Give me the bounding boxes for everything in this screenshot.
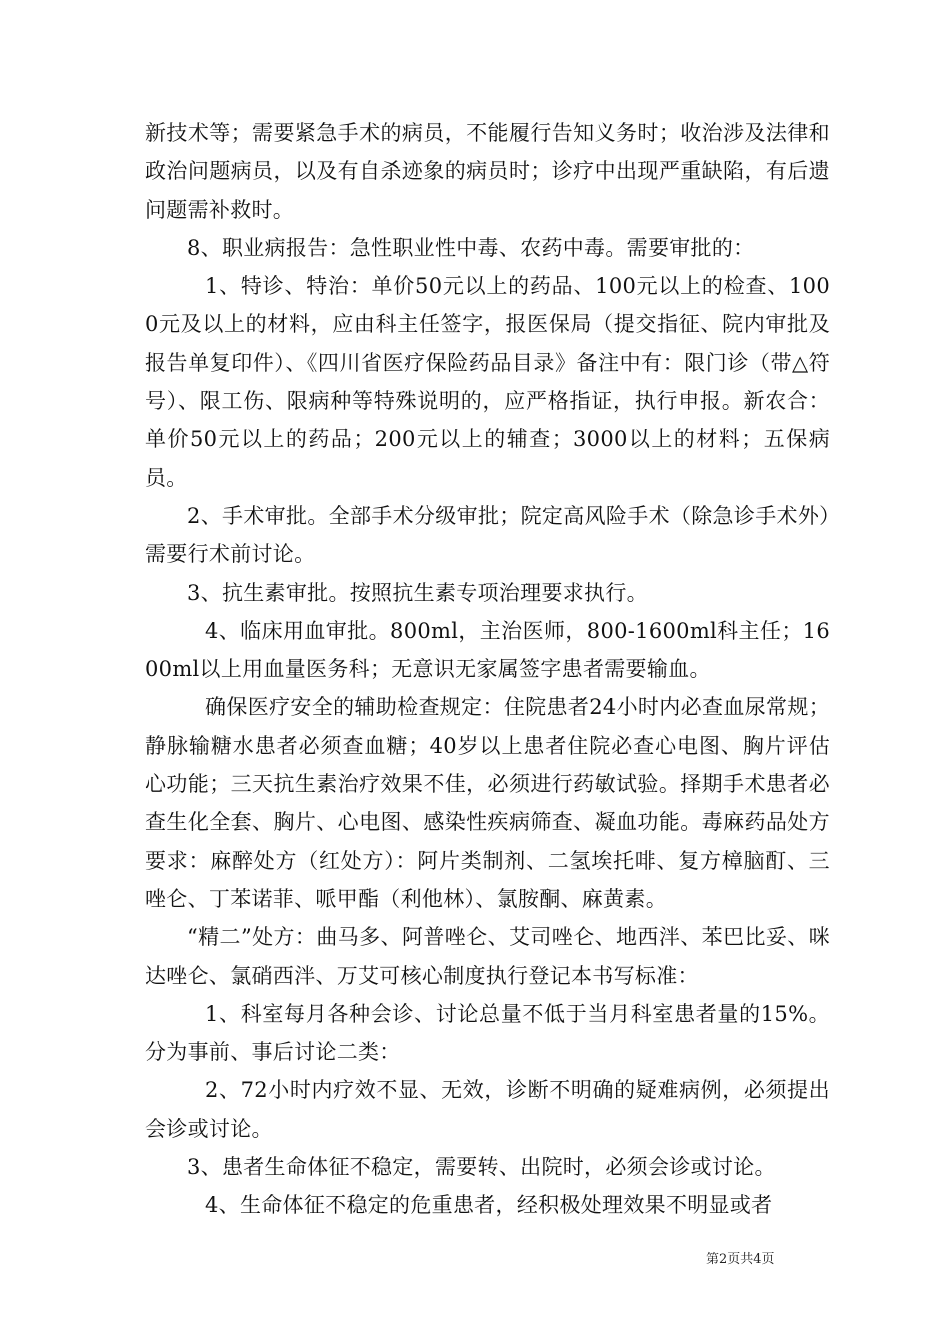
paragraph-antibiotic-approval: 3、抗生素审批。按照抗生素专项治理要求执行。 — [187, 580, 648, 605]
paragraph-auxiliary-exam: 确保医疗安全的辅助检查规定：住院患者24小时内必查血尿常规；静脉输糖水患者必须查血糖；40岁以上患者住院必查心电图、胸片评估心功能；三天抗生素治疗效果不佳，必须进行药敏试验。择期手术患者必查生化全套、胸片、心电图、感染性疾病筛查、凝血功能。毒麻药品处方要求：麻醉处方（红处方）：阿片类制剂、二氢埃托啡、复方樟脑酊、三唑仑、丁苯诺菲、哌甲酯（利他林）、氯胺酮、麻黄素。 — [145, 695, 830, 911]
paragraph-occupational-disease: 8、职业病报告：急性职业性中毒、农药中毒。需要审批的： — [187, 235, 755, 260]
paragraph-consultation-1: 1、科室每月各种会诊、讨论总量不低于当月科室患者量的15%。分为事前、事后讨论二类： — [145, 1001, 830, 1065]
paragraph-consultation-3: 3、患者生命体征不稳定，需要转、出院时，必须会诊或讨论。 — [187, 1155, 776, 1180]
paragraph-psychotropic-prescription: “精二”处方：曲马多、阿普唑仑、艾司唑仑、地西泮、苯巴比妥、咪达唑仑、氯硝西泮、万艾可核心制度执行登记本书写标准： — [145, 925, 830, 988]
document-body — [145, 114, 830, 1225]
paragraph-consultation-2: 2、72小时内疗效不显、无效，诊断不明确的疑难病例，必须提出会诊或讨论。 — [145, 1078, 830, 1141]
paragraph-continuation: 新技术等；需要紧急手术的病员，不能履行告知义务时；收治涉及法律和政治问题病员，以及有自杀迹象的病员时；诊疗中出现严重缺陷，有后遗问题需补救时。 — [145, 121, 830, 222]
paragraph-consultation-4: 4、生命体征不稳定的危重患者，经积极处理效果不明显或者 — [205, 1193, 773, 1218]
paragraph-special-treatment: 1、特诊、特治：单价50元以上的药品、100元以上的检查、1000元及以上的材料，应由科主任签字，报医保局（提交指征、院内审批及报告单复印件）、《四川省医疗保险药品目录》备注中有：限门诊（带△符号）、限工伤、限病种等特殊说明的，应严格指证，执行申报。新农合：单价50元以上的药品；200元以上的辅查；3000以上的材料；五保病员。 — [145, 274, 830, 490]
paragraph-surgery-approval: 2、手术审批。全部手术分级审批；院定高风险手术（除急诊手术外）需要行术前讨论。 — [145, 503, 830, 567]
page-number-footer: 第2页共4页 — [706, 1252, 775, 1267]
paragraph-blood-approval: 4、临床用血审批。800ml，主治医师，800-1600ml科主任；1600ml以上用血量医务科；无意识无家属签字患者需要输血。 — [145, 618, 830, 682]
